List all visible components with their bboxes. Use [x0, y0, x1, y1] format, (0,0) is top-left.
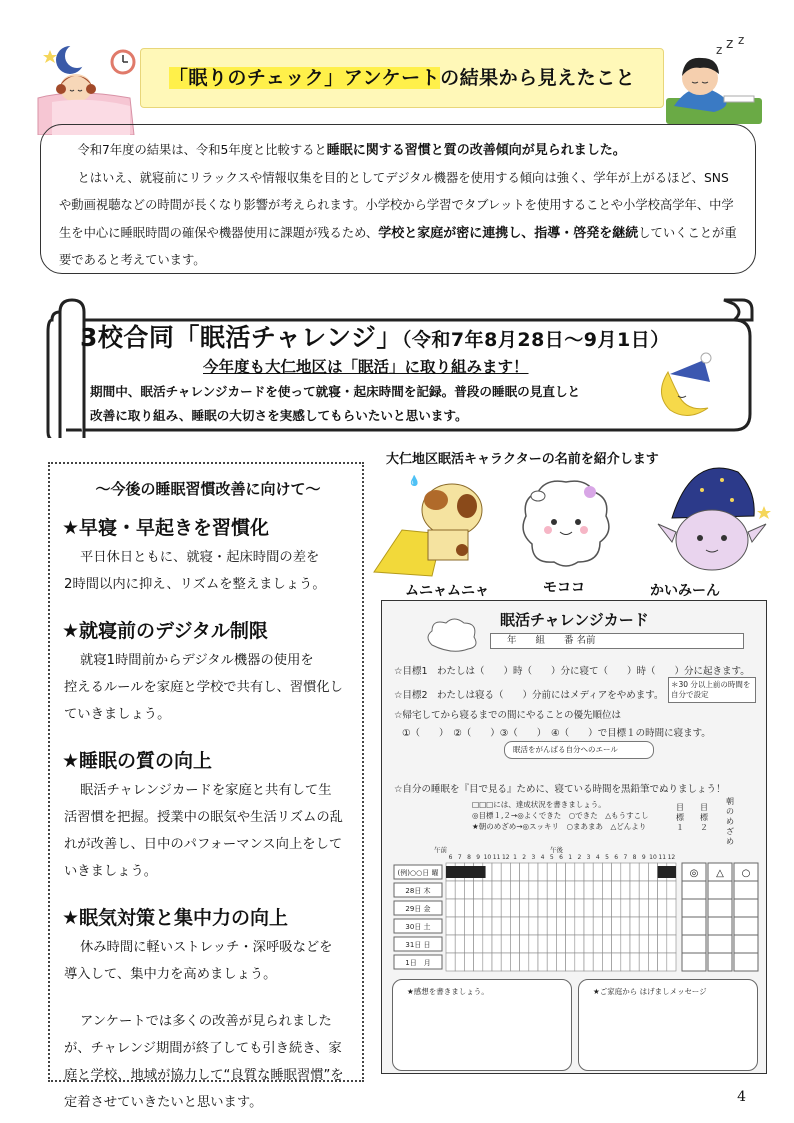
grid-hour-label: 6 — [614, 854, 619, 861]
grid-cell — [510, 917, 519, 935]
grid-cell — [584, 917, 593, 935]
grid-cell — [464, 917, 473, 935]
tip-body-digital-limit: 就寝1時間前からデジタル機器の使用を 控えるルールを家庭と学校で共有し、習慣化していきましょう。 — [64, 653, 343, 722]
grid-hour-label: 5 — [605, 854, 609, 861]
grid-cell — [630, 953, 639, 971]
card-label-am: 午前 — [434, 846, 447, 854]
grid-cell — [446, 935, 455, 953]
grid-cell — [483, 935, 492, 953]
grid-cell — [547, 935, 556, 953]
card-goal-2-note: ＊30 分以上前の時間を自分で設定 — [668, 677, 756, 703]
challenge-card-image — [381, 600, 767, 1074]
intro-paragraph-2: とはいえ、就寝前にリラックスや情報収集を目的としてデジタル機器を使用する傾向は強く、学年が上がるほど、SNS や動画視聴などの時間が長くなり影響が考えられます。小学校から学習でタブレットを使用することや小学校高学年、中学生を中心に睡眠時間の確保や機器使用に課題が残るため、学校と家庭が密に連携し、指導・啓発を継続していくことが重要であると考えています。 — [59, 170, 737, 267]
challenge-subtitle: 今年度も大仁地区は「眠活」に取り組みます！ — [203, 358, 529, 376]
grid-cell — [658, 953, 667, 971]
grid-cell — [648, 935, 657, 953]
grid-cell — [474, 881, 483, 899]
grid-cell — [556, 917, 565, 935]
grid-result-cell — [734, 935, 758, 953]
character-mokoko-illustration — [516, 472, 616, 572]
card-goal-1: ☆目標1 わたしは（ ）時（ ）分に寝て（ ）時（ ）分に起きます。 — [394, 666, 750, 677]
grid-hour-label: 1 — [568, 854, 573, 861]
grid-cell — [446, 953, 455, 971]
card-label-pm: 午後 — [550, 846, 563, 854]
grid-result-cell — [708, 881, 732, 899]
grid-cell — [483, 917, 492, 935]
grid-result-cell — [734, 899, 758, 917]
grid-hour-label: 10 — [649, 854, 657, 861]
closing-paragraph: アンケートでは多くの改善が見られました が、チャレンジ期間が終了しても引き続き、家庭と学校、地域が協力して“良質な睡眠習慣”を定着させていきたいと思います。 — [64, 1014, 344, 1110]
grid-date-label: 1日 月 — [405, 959, 431, 967]
grid-cell — [446, 881, 455, 899]
example-result-mark: △ — [716, 868, 724, 879]
grid-cell — [492, 881, 501, 899]
grid-cell — [658, 917, 667, 935]
grid-cell — [575, 899, 584, 917]
grid-cell — [593, 863, 602, 881]
grid-cell — [510, 881, 519, 899]
grid-cell — [612, 935, 621, 953]
grid-cell — [630, 899, 639, 917]
grid-cell — [538, 917, 547, 935]
grid-cell — [547, 899, 556, 917]
grid-cell — [547, 953, 556, 971]
grid-hour-label: 11 — [492, 854, 501, 861]
grid-result-cell — [682, 917, 706, 935]
grid-cell — [455, 899, 464, 917]
grid-cell — [520, 917, 529, 935]
grid-hour-label: 8 — [467, 854, 471, 861]
moon-nightcap-illustration — [648, 352, 726, 422]
grid-cell — [584, 899, 593, 917]
page-title: 「眠りのチェック」アンケートの結果から見えたこと — [168, 67, 636, 89]
card-goal-2: ☆目標2 わたしは寝る（ ）分前にはメディアをやめます。 — [394, 690, 664, 701]
grid-cell — [593, 935, 602, 953]
tip-title-digital-limit: ★就寝前のデジタル制限 — [62, 620, 268, 642]
tip-title-early-sleep: ★早寝・早起きを習慣化 — [62, 517, 270, 539]
grid-cell — [520, 899, 529, 917]
sleeping-girl-illustration — [30, 40, 140, 135]
grid-cell — [584, 863, 593, 881]
grid-cell — [455, 935, 464, 953]
card-comment-box-left: ★感想を書きましょう。 — [392, 979, 572, 1071]
grid-date-label: 31日 日 — [405, 941, 431, 949]
grid-hour-label: 12 — [667, 854, 676, 861]
example-result-mark: ○ — [741, 868, 751, 879]
grid-result-cell — [734, 917, 758, 935]
grid-cell — [529, 881, 538, 899]
card-col-wake: 朝のめざめ — [726, 797, 734, 846]
card-col-goal2: 目標２ — [700, 803, 708, 832]
grid-cell — [520, 935, 529, 953]
grid-cell — [529, 935, 538, 953]
character-name-munyamunya: ムニャムニャ — [405, 583, 489, 599]
grid-cell — [630, 881, 639, 899]
grid-cell — [612, 899, 621, 917]
grid-cell — [556, 863, 565, 881]
grid-cell — [492, 935, 501, 953]
grid-hour-label: 2 — [522, 854, 527, 861]
grid-cell — [483, 881, 492, 899]
grid-cell — [630, 935, 639, 953]
grid-cell — [510, 863, 519, 881]
grid-cell — [510, 899, 519, 917]
tips-heading: ～今後の睡眠習慣改善に向けて～ — [95, 480, 321, 498]
grid-hour-label: 4 — [595, 854, 600, 861]
grid-cell — [575, 935, 584, 953]
grid-cell — [566, 935, 575, 953]
card-cheer-bubble: 眠活をがんばる自分へのエール — [504, 741, 654, 759]
grid-cell — [648, 863, 657, 881]
tip-title-focus: ★眠気対策と集中力の向上 — [62, 907, 289, 929]
card-priority-row: ①（ ） ②（ ）③（ ） ④（ ）で目標１の時間に寝ます。 — [402, 728, 711, 739]
grid-cell — [575, 881, 584, 899]
grid-cell — [492, 899, 501, 917]
grid-cell — [529, 899, 538, 917]
character-name-kaimiin: かいみーん — [650, 583, 720, 599]
grid-cell — [566, 899, 575, 917]
tip-body-early-sleep: 平日休日ともに、就寝・起床時間の差を 2時間以内に抑え、リズムを整えましょう。 — [64, 550, 326, 592]
example-sleep-bar-morning — [446, 866, 486, 878]
grid-cell — [464, 935, 473, 953]
grid-hour-label: 5 — [549, 854, 554, 861]
grid-cell — [621, 953, 630, 971]
grid-cell — [639, 935, 648, 953]
grid-cell — [621, 917, 630, 935]
grid-hour-label: 1 — [513, 854, 517, 861]
grid-cell — [658, 899, 667, 917]
grid-cell — [566, 953, 575, 971]
grid-cell — [492, 917, 501, 935]
svg-text:z: z — [716, 43, 723, 57]
grid-cell — [501, 899, 510, 917]
grid-hour-label: 8 — [632, 854, 637, 861]
grid-result-cell — [734, 953, 758, 971]
grid-cell — [501, 935, 510, 953]
grid-cell — [474, 899, 483, 917]
grid-hour-label: 6 — [448, 854, 453, 861]
grid-cell — [658, 935, 667, 953]
svg-text:z: z — [726, 36, 734, 52]
tip-body-sleep-quality: 眠活チャレンジカードを家庭と共有して生 活習慣を把握。授業中の眠気や生活リズムの乱れが改善し、日中のパフォーマンス向上をしていきましょう。 — [64, 783, 343, 879]
svg-text:💧: 💧 — [408, 476, 421, 487]
grid-cell — [593, 953, 602, 971]
grid-cell — [566, 917, 575, 935]
grid-cell — [602, 881, 611, 899]
card-col-goal1: 目標１ — [676, 803, 684, 832]
grid-cell — [584, 881, 593, 899]
grid-cell — [621, 863, 630, 881]
grid-cell — [529, 917, 538, 935]
grid-cell — [464, 899, 473, 917]
grid-cell — [556, 881, 565, 899]
grid-cell — [547, 917, 556, 935]
grid-cell — [538, 881, 547, 899]
page-number: 4 — [737, 1089, 746, 1105]
grid-cell — [584, 935, 593, 953]
grid-cell — [520, 953, 529, 971]
grid-result-cell — [682, 899, 706, 917]
grid-cell — [621, 899, 630, 917]
grid-cell — [630, 917, 639, 935]
grid-cell — [556, 935, 565, 953]
grid-cell — [566, 881, 575, 899]
grid-result-cell — [708, 899, 732, 917]
grid-cell — [648, 953, 657, 971]
grid-hour-label: 10 — [483, 854, 492, 861]
intro-summary-box — [40, 124, 756, 274]
grid-cell — [667, 953, 676, 971]
intro-paragraph-1: 令和7年度の結果は、令和5年度と比較すると睡眠に関する習慣と質の改善傾向が見られました。 — [77, 143, 626, 158]
card-name-row: 年 組 番 名前 — [490, 633, 744, 649]
grid-cell — [501, 881, 510, 899]
grid-cell — [630, 863, 639, 881]
grid-hour-label: 4 — [540, 854, 545, 861]
svg-text:z: z — [738, 36, 745, 47]
card-priority: ☆帰宅してから寝るまでの間にやることの優先順位は — [394, 710, 622, 721]
grid-cell — [612, 917, 621, 935]
grid-cell — [455, 953, 464, 971]
grid-cell — [556, 899, 565, 917]
grid-cell — [501, 953, 510, 971]
card-cloud-icon — [422, 615, 482, 655]
grid-cell — [667, 917, 676, 935]
grid-cell — [575, 863, 584, 881]
grid-cell — [566, 863, 575, 881]
grid-hour-label: 7 — [457, 854, 462, 861]
card-legend-2: ◎目標１,２→◎よくできた ○できた △もうすこし — [472, 811, 649, 820]
grid-cell — [639, 899, 648, 917]
grid-cell — [474, 917, 483, 935]
grid-result-cell — [708, 935, 732, 953]
grid-cell — [464, 953, 473, 971]
grid-date-label: (例)○○日 曜 — [397, 869, 439, 877]
grid-cell — [612, 863, 621, 881]
grid-hour-label: 3 — [586, 854, 591, 861]
grid-hour-label: 7 — [623, 854, 628, 861]
grid-cell — [538, 953, 547, 971]
grid-cell — [474, 953, 483, 971]
grid-cell — [648, 881, 657, 899]
grid-cell — [520, 863, 529, 881]
grid-cell — [612, 953, 621, 971]
grid-date-label: 30日 土 — [405, 923, 431, 931]
challenge-title: 3校合同「眠活チャレンジ」（令和7年8月28日～9月1日） — [80, 323, 670, 352]
grid-cell — [667, 881, 676, 899]
grid-hour-label: 9 — [476, 854, 481, 861]
grid-cell — [446, 917, 455, 935]
characters-heading: 大仁地区眠活キャラクターの名前を紹介します — [386, 452, 659, 467]
grid-cell — [455, 881, 464, 899]
grid-cell — [658, 881, 667, 899]
card-title: 眠活チャレンジカード — [500, 611, 649, 629]
grid-cell — [593, 881, 602, 899]
grid-hour-label: 6 — [559, 854, 563, 861]
sleeping-boy-illustration — [664, 36, 764, 126]
example-sleep-bar-night — [658, 866, 676, 878]
grid-cell — [621, 881, 630, 899]
grid-cell — [529, 953, 538, 971]
grid-cell — [612, 881, 621, 899]
grid-cell — [639, 917, 648, 935]
grid-cell — [538, 863, 547, 881]
grid-hour-label: 11 — [658, 854, 667, 861]
grid-cell — [584, 953, 593, 971]
grid-cell — [538, 935, 547, 953]
title-banner — [140, 48, 664, 108]
grid-cell — [621, 935, 630, 953]
grid-cell — [602, 917, 611, 935]
grid-cell — [667, 899, 676, 917]
grid-cell — [639, 863, 648, 881]
grid-cell — [501, 863, 510, 881]
example-result-mark: ◎ — [689, 868, 699, 879]
grid-cell — [602, 899, 611, 917]
challenge-description: 期間中、眠活チャレンジカードを使って就寝・起床時間を記録。普段の睡眠の見直しと 改善に取り組み、睡眠の大切さを実感してもらいたいと思います。 — [90, 384, 581, 423]
character-munyamunya-illustration — [372, 470, 502, 580]
improvement-tips-box — [48, 462, 364, 1110]
grid-date-label: 29日 金 — [405, 905, 431, 913]
grid-result-cell — [708, 953, 732, 971]
grid-hour-label: 12 — [501, 854, 510, 861]
grid-hour-label: 2 — [577, 854, 582, 861]
card-legend-3: ★朝のめざめ→◎スッキリ ○まあまあ △どんより — [472, 822, 647, 831]
card-color-note: ☆自分の睡眠を『目で見る』ために、寝ている時間を黒鉛筆でぬりましょう！ — [394, 784, 726, 795]
grid-cell — [492, 953, 501, 971]
sleep-record-grid — [392, 851, 762, 981]
grid-cell — [648, 917, 657, 935]
grid-result-cell — [682, 953, 706, 971]
character-kaimiin-illustration — [652, 450, 772, 575]
character-name-mokoko: モココ — [543, 580, 585, 596]
grid-result-cell — [682, 935, 706, 953]
grid-date-label: 28日 木 — [405, 887, 431, 895]
card-comment-box-right: ★ご家庭から はげましメッセージ — [578, 979, 758, 1071]
grid-cell — [483, 953, 492, 971]
grid-cell — [446, 899, 455, 917]
grid-cell — [492, 863, 501, 881]
grid-cell — [529, 863, 538, 881]
grid-cell — [602, 935, 611, 953]
grid-cell — [593, 917, 602, 935]
grid-cell — [464, 881, 473, 899]
tip-title-sleep-quality: ★睡眠の質の向上 — [62, 750, 213, 772]
grid-cell — [575, 917, 584, 935]
grid-cell — [602, 953, 611, 971]
card-legend-1: □□□には、達成状況を書きましょう。 — [472, 800, 606, 809]
grid-result-cell — [734, 881, 758, 899]
grid-cell — [556, 953, 565, 971]
grid-cell — [510, 935, 519, 953]
grid-cell — [474, 935, 483, 953]
grid-cell — [648, 899, 657, 917]
grid-cell — [547, 881, 556, 899]
grid-cell — [547, 863, 556, 881]
grid-cell — [602, 863, 611, 881]
grid-cell — [667, 935, 676, 953]
grid-cell — [520, 881, 529, 899]
grid-hour-label: 3 — [531, 854, 536, 861]
grid-cell — [510, 953, 519, 971]
grid-cell — [501, 917, 510, 935]
grid-cell — [455, 917, 464, 935]
grid-cell — [639, 953, 648, 971]
tip-body-focus: 休み時間に軽いストレッチ・深呼吸などを 導入して、集中力を高めましょう。 — [64, 940, 333, 982]
grid-hour-label: 9 — [641, 854, 646, 861]
grid-cell — [575, 953, 584, 971]
grid-cell — [593, 899, 602, 917]
grid-cell — [639, 881, 648, 899]
grid-result-cell — [708, 917, 732, 935]
grid-cell — [483, 899, 492, 917]
grid-result-cell — [682, 881, 706, 899]
grid-cell — [538, 899, 547, 917]
